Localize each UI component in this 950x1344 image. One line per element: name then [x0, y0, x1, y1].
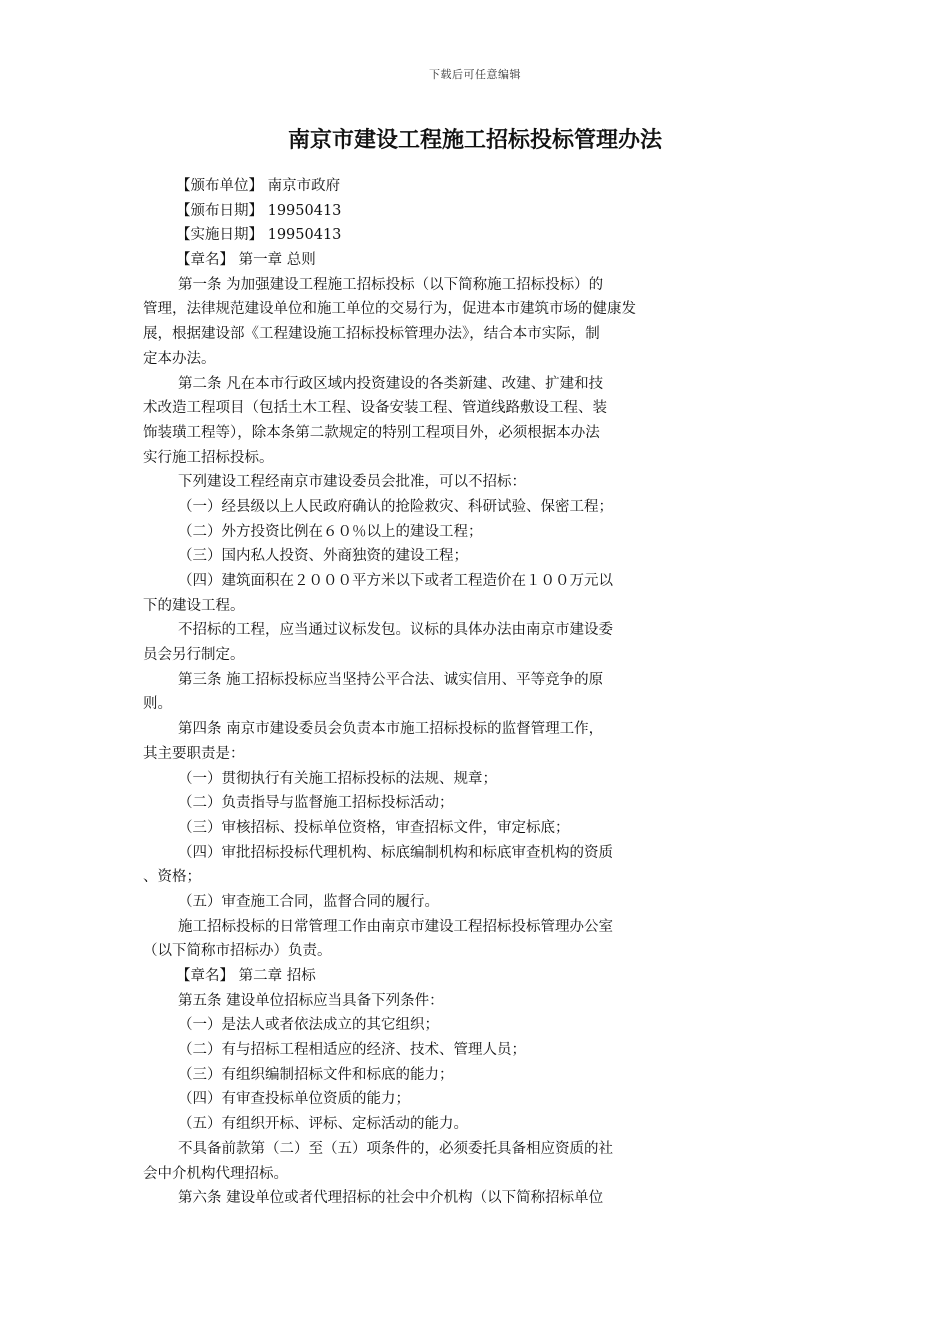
body-line: 【章名】 第二章 招标 [176, 968, 316, 984]
body-line: （三）国内私人投资、外商独资的建设工程； [178, 548, 468, 565]
body-line: 施工招标投标的日常管理工作由南京市建设工程招标投标管理办公室 [178, 918, 613, 935]
body-line: 不具备前款第（二）至（五）项条件的，必须委托具备相应资质的社 [178, 1140, 613, 1157]
body-line: （三）有组织编制招标文件和标底的能力； [178, 1066, 454, 1083]
body-line: 第四条 南京市建设委员会负责本市施工招标投标的监督管理工作， [178, 721, 604, 738]
body-line: 术改造工程项目（包括土木工程、设备安装工程、管道线路敷设工程、装 [143, 400, 607, 417]
body-line: （一）是法人或者依法成立的其它组织； [178, 1017, 439, 1034]
body-line: （以下简称市招标办）负责。 [143, 943, 332, 960]
body-line: （四）有审查投标单位资质的能力； [178, 1091, 410, 1108]
page-header-note: 下载后可任意编辑 [429, 68, 521, 81]
body-line: （五）有组织开标、评标、定标活动的能力。 [178, 1116, 468, 1133]
body-line: 第一条 为加强建设工程施工招标投标（以下简称施工招标投标）的 [178, 276, 604, 293]
body-line: 会中介机构代理招标。 [143, 1165, 288, 1182]
body-line: （一）贯彻执行有关施工招标投标的法规、规章； [178, 770, 497, 787]
body-line: （四）建筑面积在２０００平方米以下或者工程造价在１００万元以 [178, 573, 613, 589]
body-line: 、资格； [143, 869, 201, 886]
body-line: 第六条 建设单位或者代理招标的社会中介机构（以下简称招标单位 [178, 1190, 604, 1207]
body-line: 第五条 建设单位招标应当具备下列条件： [178, 992, 444, 1009]
body-line: （四）审批招标投标代理机构、标底编制机构和标底审查机构的资质 [178, 844, 613, 861]
body-line: 第三条 施工招标投标应当坚持公平合法、诚实信用、平等竞争的原 [178, 671, 604, 688]
body-line: 下列建设工程经南京市建设委员会批准，可以不招标： [178, 474, 526, 491]
body-line: 展，根据建设部《工程建设施工招标投标管理办法》，结合本市实际，制 [143, 326, 600, 343]
body-line: 管理，法律规范建设单位和施工单位的交易行为，促进本市建筑市场的健康发 [143, 301, 636, 318]
body-line: 【颁布单位】 南京市政府 [176, 178, 341, 194]
body-line: 不招标的工程，应当通过议标发包。议标的具体办法由南京市建设委 [178, 622, 613, 639]
body-line: 【实施日期】 19950413 [176, 227, 342, 244]
body-line: 饰装璜工程等），除本条第二款规定的特别工程项目外，必须根据本办法 [143, 424, 600, 441]
body-line: （二）负责指导与监督施工招标投标活动； [178, 795, 454, 812]
document-title: 南京市建设工程施工招标投标管理办法 [287, 128, 662, 153]
document-body [143, 174, 723, 1211]
body-line: 下的建设工程。 [143, 597, 245, 614]
body-line: 实行施工招标投标。 [143, 449, 274, 466]
body-line: 【章名】 第一章 总则 [176, 252, 316, 269]
body-line: 则。 [143, 696, 172, 713]
body-line: 员会另行制定。 [143, 647, 245, 664]
body-line: （二）外方投资比例在６０％以上的建设工程； [178, 523, 483, 540]
body-line: （一）经县级以上人民政府确认的抢险救灾、科研试验、保密工程； [178, 498, 613, 515]
body-line: （二）有与招标工程相适应的经济、技术、管理人员； [178, 1042, 526, 1059]
body-line: （五）审查施工合同，监督合同的履行。 [178, 893, 439, 910]
body-line: 定本办法。 [143, 350, 216, 367]
body-line: 其主要职责是： [143, 745, 245, 762]
body-line: 第二条 凡在本市行政区域内投资建设的各类新建、改建、扩建和技 [178, 375, 604, 392]
body-line: 【颁布日期】 19950413 [176, 202, 342, 219]
body-line: （三）审核招标、投标单位资格，审查招标文件，审定标底； [178, 819, 570, 836]
